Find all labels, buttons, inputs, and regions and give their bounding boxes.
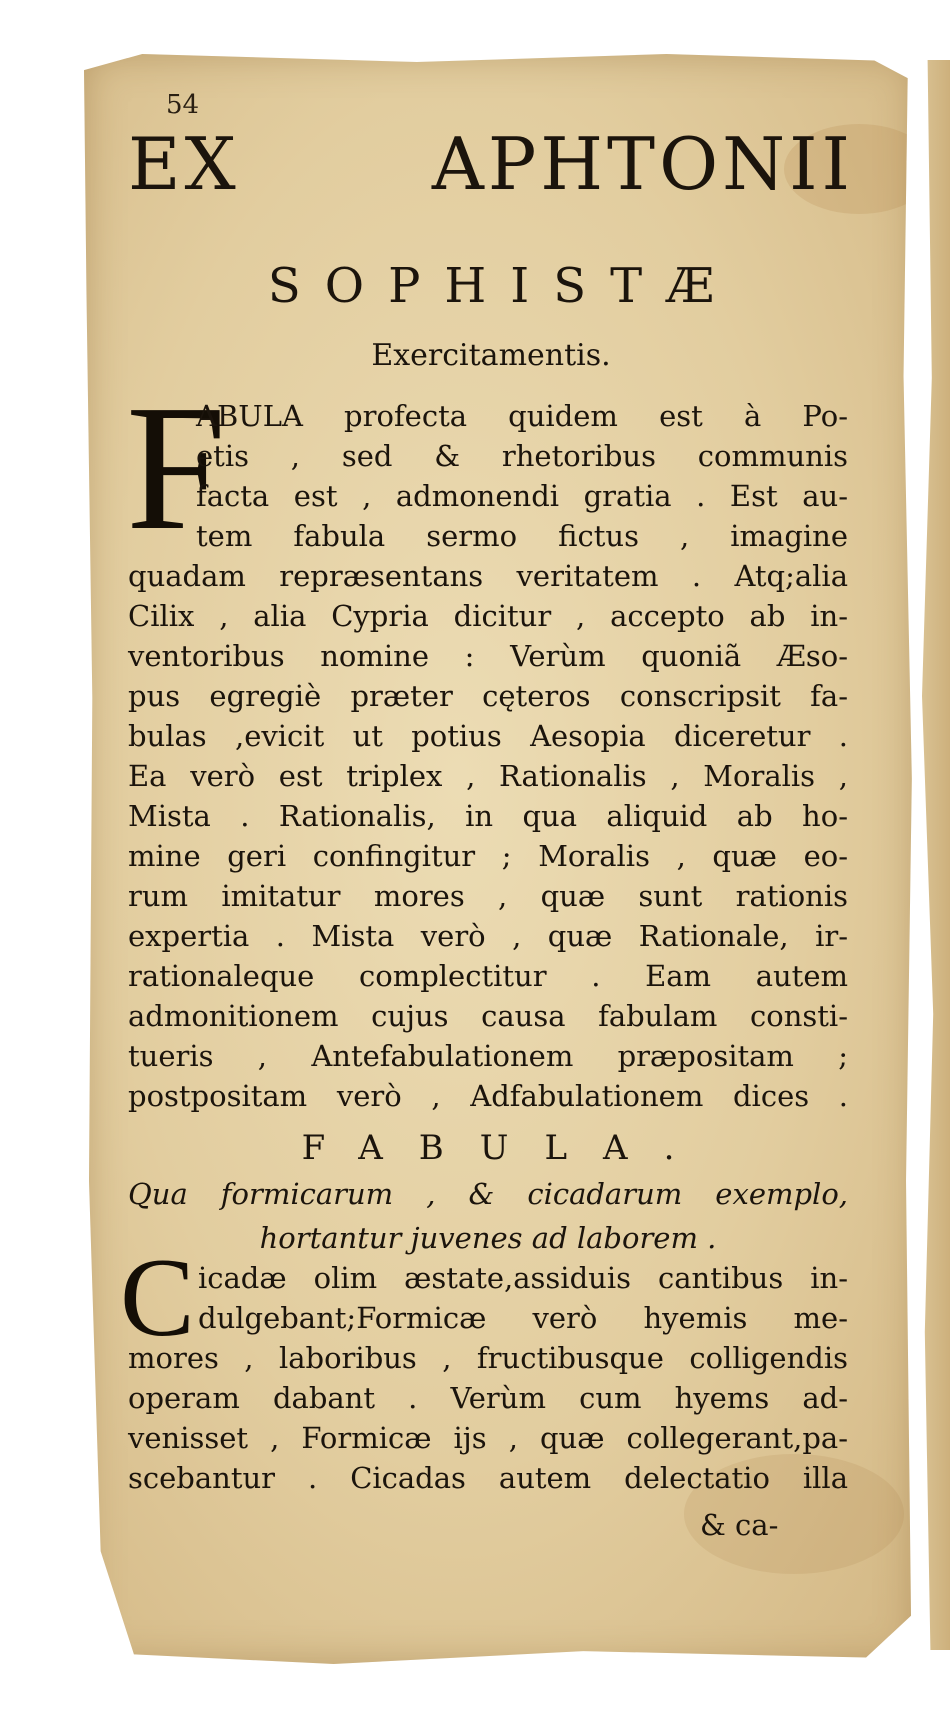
text-line: admonitionem cujus causa fabulam consti-	[128, 999, 848, 1033]
text-line: tueris , Antefabulationem præpositam ;	[128, 1039, 848, 1073]
text-line: pus egregiè præter cęteros conscripsit fa-	[128, 679, 848, 713]
section-subtitle: hortantur juvenes ad laborem .	[259, 1221, 717, 1255]
drop-cap: C	[120, 1236, 195, 1360]
text-line: Mista . Rationalis, in qua aliquid ab ho-	[128, 799, 848, 833]
text-line: ventoribus nomine : Verùm quoniã Æso-	[128, 639, 848, 673]
text-line: rationaleque complectitur . Eam autem	[128, 959, 848, 993]
title-main	[128, 122, 854, 206]
section-heading: FABULA.	[301, 1128, 711, 1168]
title-text: EX APHTONII	[128, 122, 854, 206]
text-line: expertia . Mista verò , quæ Rationale, ir-	[128, 919, 848, 953]
text-line: icadæ olim æstate,assiduis cantibus in-	[198, 1261, 848, 1295]
catchword: & ca-	[700, 1508, 779, 1542]
text-line: dulgebant;Formicæ verò hyemis me-	[198, 1301, 848, 1335]
text-line: scebantur . Cicadas autem delectatio illa	[128, 1461, 848, 1495]
title-caption: Exercitamentis.	[371, 338, 611, 373]
text-line: rum imitatur mores , quæ sunt rationis	[128, 879, 848, 913]
text-line: etis , sed & rhetoribus communis	[196, 439, 848, 473]
text-line: facta est , admonendi gratia . Est au-	[196, 479, 848, 513]
text-line: tem fabula sermo fictus , imagine	[196, 519, 848, 553]
text-line: operam dabant . Verùm cum hyems ad-	[128, 1381, 848, 1415]
text-line: mores , laboribus , fructibusque colligendis	[128, 1341, 848, 1375]
text-line: postpositam verò , Adfabulationem dices .	[128, 1079, 848, 1113]
text-line: mine geri confingitur ; Moralis , quæ eo-	[128, 839, 848, 873]
text-line: Ea verò est triplex , Rationalis , Moralis ,	[128, 759, 848, 793]
text-line: ABULA profecta quidem est à Po-	[196, 399, 848, 433]
text-line: Cilix , alia Cypria dicitur , accepto ab in-	[128, 599, 848, 633]
text-line: venisset , Formicæ ijs , quæ collegerant,pa-	[128, 1421, 848, 1455]
page-number: 54	[166, 90, 200, 120]
text-line: bulas ,evicit ut potius Aesopia diceretur .	[128, 719, 848, 753]
drop-cap: F	[126, 368, 227, 567]
section-subtitle: Qua formicarum , & cicadarum exemplo,	[128, 1177, 848, 1211]
text-line: quadam repræsentans veritatem . Atq;alia	[128, 559, 848, 593]
adjacent-page-edge	[922, 60, 950, 1650]
title-subtitle: SOPHISTÆ	[267, 258, 739, 314]
